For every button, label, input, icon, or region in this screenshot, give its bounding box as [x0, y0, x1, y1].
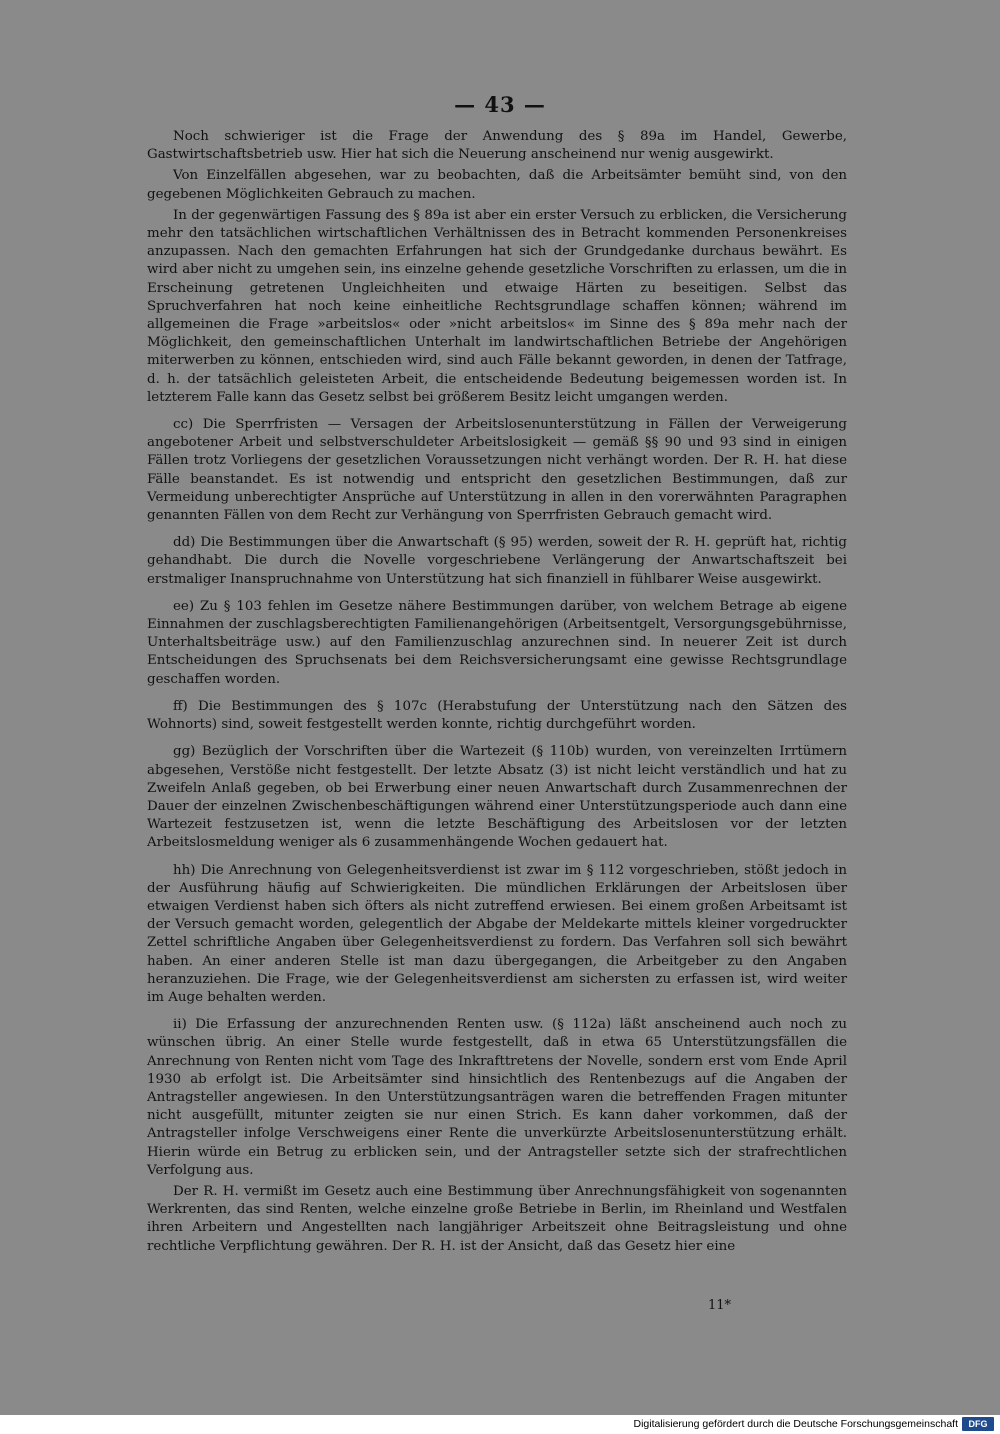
- paragraph: Von Einzelfällen abgesehen, war zu beobachten, daß die Arbeitsämter bemüht sind, von den gegebenen Möglichkeiten Gebrauch zu machen.: [147, 168, 847, 202]
- signature-mark: 11*: [708, 1298, 732, 1313]
- footer-bar: [0, 1415, 1000, 1434]
- page-number: — 43 —: [454, 92, 546, 117]
- paragraph: ff) Die Bestimmungen des § 107c (Herabstufung der Unterstützung nach den Sätzen des Wohnorts) sind, soweit festgestellt werden konnte, richtig durchgeführt worden.: [147, 698, 847, 733]
- paragraph: gg) Bezüglich der Vorschriften über die Wartezeit (§ 110b) wurden, von vereinzelten Irrtümern abgesehen, Verstöße nicht festgestellt. Der letzte Absatz (3) ist nicht leicht verständlich und hat zu Zweifeln Anlaß gegeben, ob bei Erwerbung einer neuen Anwartschaft durch Zusammenrechnen der Dauer der einzelnen Zwischenbeschäftigungen während einer Unterstützungsperiode auch dann eine Wartezeit festzusetzen ist, wenn die letzte Beschäftigung des Arbeitslosen vor der letzten Arbeitslosmeldung weniger als 6 zusammenhängende Wochen gedauert hat.: [147, 744, 847, 851]
- paragraph: ii) Die Erfassung der anzurechnenden Renten usw. (§ 112a) läßt anscheinend auch noch zu wünschen übrig. An einer Stelle wurde festgestellt, daß in etwa 65 Unterstützungsfällen die Anrechnung von Renten nicht vom Tage des Inkrafttretens der Novelle, sondern erst vom Ende April 1930 ab erfolgt ist. Die Arbeitsämter sind hinsichtlich des Rentenbezugs auf die Angaben der Antragsteller angewiesen. In den Unterstützungsanträgen waren die betreffenden Fragen mitunter nicht ausgefüllt, mitunter zeigten sie nur einen Strich. Es kann daher vorkommen, daß der Antragsteller infolge Verschweigens einer Rente die unverkürzte Arbeitslosenunterstützung erhält. Hierin würde ein Betrug zu erblicken sein, und der Antragsteller setzte sich der strafrechtlichen Verfolgung aus.: [147, 1017, 847, 1178]
- paragraph: In der gegenwärtigen Fassung des § 89a ist aber ein erster Versuch zu erblicken, die Versicherung mehr den tatsächlichen wirtschaftlichen Verhältnissen des in Betracht kommenden Personenkreises anzupassen. Nach den gemachten Erfahrungen hat sich der Grundgedanke durchaus bewährt. Es wird aber nicht zu umgehen sein, ins einzelne gehende gesetzliche Vorschriften zu erlassen, um die in Erscheinung getretenen Ungleichheiten und etwaige Härten zu beseitigen. Selbst das Spruchverfahren hat noch keine einheitliche Rechtsgrundlage schaffen können; während im allgemeinen die Frage »arbeitslos« oder »nicht arbeitslos« im Sinne des § 89a mehr nach der Möglichkeit, den gemeinschaftlichen Unterhalt im landwirtschaftlichen Betriebe der Angehörigen miterwerben zu können, entschieden wird, sind auch Fälle bekannt geworden, in denen der Tatfrage, d. h. der tatsächlich geleisteten Arbeit, die entscheidende Bedeutung beigemessen worden ist. In letzterem Falle kann das Gesetz selbst bei größerem Besitz leicht umgangen werden.: [147, 207, 847, 405]
- paragraph: Noch schwieriger ist die Frage der Anwendung des § 89a im Handel, Gewerbe, Gastwirtschaftsbetrieb usw. Hier hat sich die Neuerung anscheinend nur wenig ausgewirkt.: [147, 129, 847, 163]
- paragraph: dd) Die Bestimmungen über die Anwartschaft (§ 95) werden, soweit der R. H. geprüft hat, richtig gehandhabt. Die durch die Novelle vorgeschriebene Verlängerung der Anwartschaftszeit bei erstmaliger Inanspruchnahme von Unterstützung hat sich finanziell in fühlbarer Weise ausgewirkt.: [147, 535, 847, 587]
- body-text: [147, 128, 847, 1256]
- funding-note: Digitalisierung gefördert durch die Deutsche Forschungsgemeinschaft: [633, 1418, 958, 1430]
- dfg-logo: DFG: [962, 1417, 994, 1431]
- paragraph: cc) Die Sperrfristen — Versagen der Arbeitslosenunterstützung in Fällen der Verweigerung angebotener Arbeit und selbstverschuldeter Arbeitslosigkeit — gemäß §§ 90 und 93 sind in einigen Fällen trotz Vorliegens der gesetzlichen Voraussetzungen nicht verhängt worden. Der R. H. hat diese Fälle beanstandet. Es ist notwendig und entspricht den gesetzlichen Bestimmungen, daß zur Vermeidung unberechtigter Ansprüche auf Unterstützung in allen in den vorerwähnten Paragraphen genannten Fällen von dem Recht zur Verhängung von Sperrfristen Gebrauch gemacht wird.: [147, 417, 847, 524]
- paragraph: ee) Zu § 103 fehlen im Gesetze nähere Bestimmungen darüber, von welchem Betrage ab eigene Einnahmen der zuschlagsberechtigten Familienangehörigen (Arbeitsentgelt, Versorgungsgebührnisse, Unterhaltsbeiträge usw.) auf den Familienzuschlag anzurechnen sind. In neuerer Zeit ist durch Entscheidungen des Spruchsenats bei dem Reichsversicherungsamt eine gewisse Rechtsgrundlage geschaffen worden.: [147, 598, 847, 687]
- paragraph: hh) Die Anrechnung von Gelegenheitsverdienst ist zwar im § 112 vorgeschrieben, stößt jedoch in der Ausführung häufig auf Schwierigkeiten. Die mündlichen Erklärungen der Arbeitslosen über etwaigen Verdienst haben sich öfters als nicht zutreffend erwiesen. Bei einem großen Arbeitsamt ist der Versuch gemacht worden, gelegentlich der Abgabe der Meldekarte mittels kleiner vorgedruckter Zettel schriftliche Angaben über Gelegenheitsverdienst zu fordern. Das Verfahren soll sich bewährt haben. An einer anderen Stelle ist man dazu übergegangen, die Arbeitgeber zu den Angaben heranzuziehen. Die Frage, wie der Gelegenheitsverdienst am sichersten zu erfassen ist, wird weiter im Auge behalten werden.: [147, 862, 847, 1005]
- paragraph: Der R. H. vermißt im Gesetz auch eine Bestimmung über Anrechnungsfähigkeit von sogenannten Werkrenten, das sind Renten, welche einzelne große Betriebe in Berlin, im Rheinland und Westfalen ihren Arbeitern und Angestellten nach langjähriger Arbeitszeit ohne Beitragsleistung und ohne rechtliche Verpflichtung gewähren. Der R. H. ist der Ansicht, daß das Gesetz hier eine: [147, 1183, 847, 1254]
